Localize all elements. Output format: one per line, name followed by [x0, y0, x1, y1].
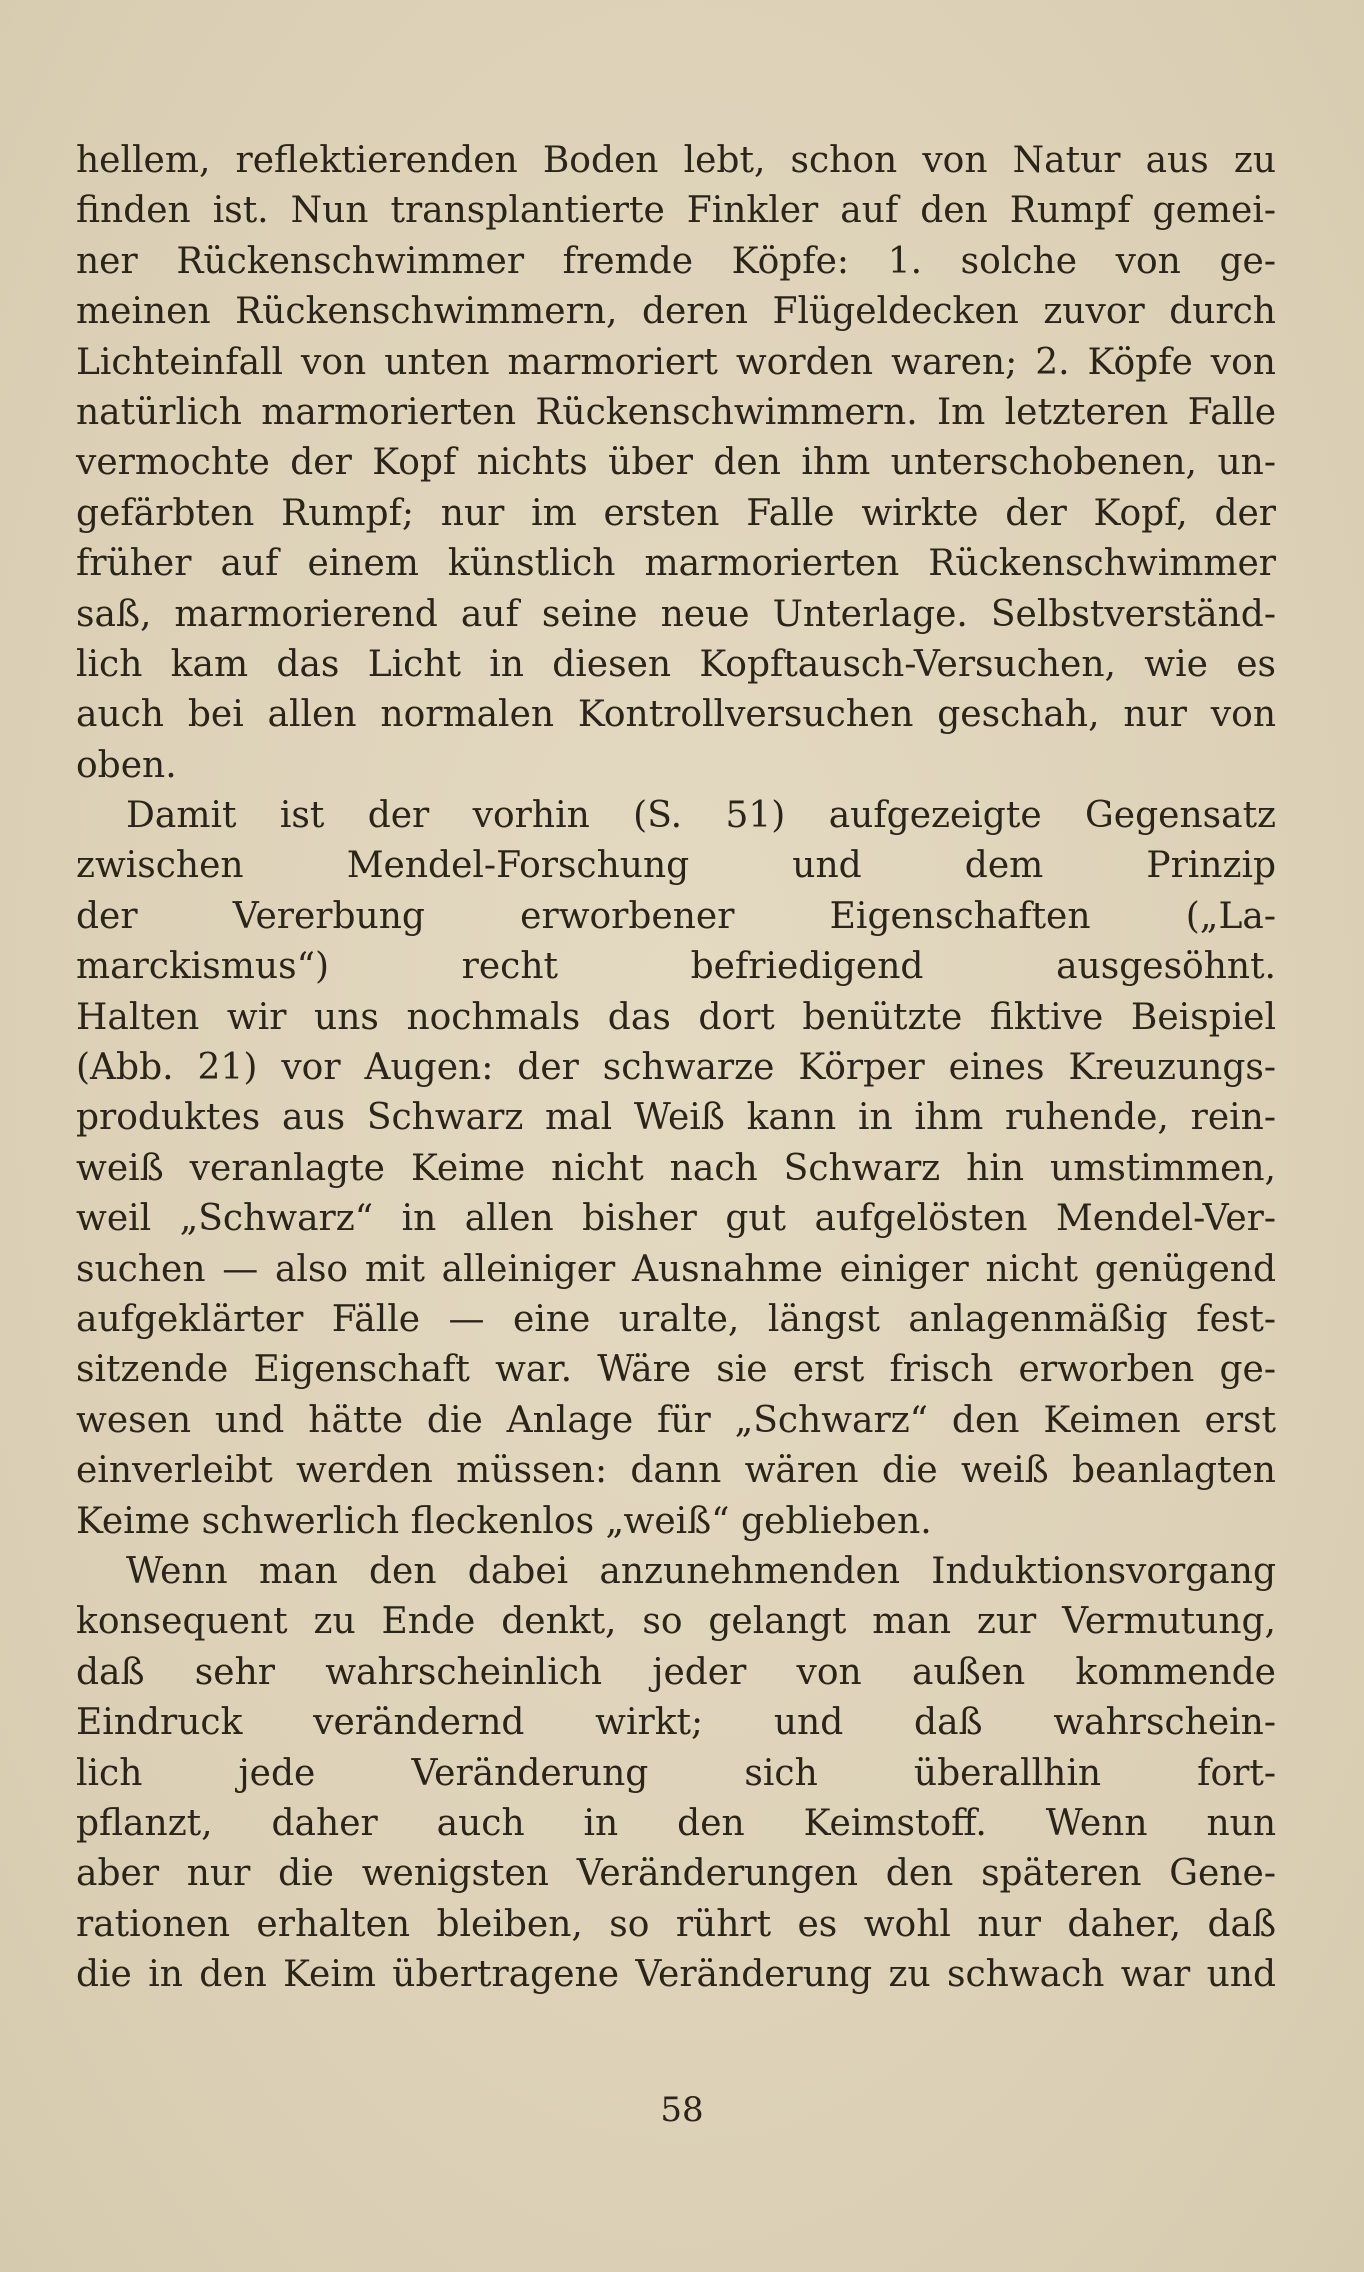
- text-line-content: produktes aus Schwarz mal Weiß kann in ihm ruhende, rein-: [76, 1097, 1276, 1139]
- text-line: [76, 1900, 1276, 1950]
- text-line: [76, 1749, 1276, 1799]
- text-line-content: weil „Schwarz“ in allen bisher gut aufgelösten Mendel-Ver-: [76, 1198, 1276, 1240]
- text-line: [76, 590, 1276, 640]
- text-line-content: die in den Keim übertragene Veränderung zu schwach war und: [76, 1954, 1276, 1996]
- text-line-content: der Vererbung erworbener Eigenschaften („La-: [76, 895, 1276, 937]
- text-line-content: wesen und hätte die Anlage für „Schwarz“ den Keimen erst: [76, 1399, 1276, 1441]
- text-line: [76, 892, 1276, 942]
- text-line: [76, 237, 1276, 287]
- text-line: [76, 1043, 1276, 1093]
- text-line: [76, 841, 1276, 891]
- text-line: [76, 1093, 1276, 1143]
- text-line: [76, 539, 1276, 589]
- text-line: [76, 1698, 1276, 1748]
- text-line: [76, 1799, 1276, 1849]
- text-line-content: rationen erhalten bleiben, so rührt es wohl nur daher, daß: [76, 1903, 1276, 1945]
- text-line: [76, 1547, 1276, 1597]
- text-line: [76, 1446, 1276, 1496]
- text-line: [76, 1345, 1276, 1395]
- text-line-content: aber nur die wenigsten Veränderungen den späteren Gene-: [76, 1853, 1276, 1895]
- text-line-content: Halten wir uns nochmals das dort benützte fiktive Beispiel: [76, 996, 1276, 1038]
- text-line: [76, 791, 1276, 841]
- text-line: [76, 1849, 1276, 1899]
- text-line-content: sitzende Eigenschaft war. Wäre sie erst frisch erworben ge-: [76, 1349, 1276, 1391]
- text-line-content: Lichteinfall von unten marmoriert worden waren; 2. Köpfe von: [76, 341, 1276, 383]
- text-line-content: gefärbten Rumpf; nur im ersten Falle wirkte der Kopf, der: [76, 492, 1276, 534]
- text-line-content: vermochte der Kopf nichts über den ihm unterschobenen, un-: [76, 442, 1276, 484]
- text-line: [76, 1497, 1276, 1547]
- text-line: [76, 438, 1276, 488]
- text-line: [76, 1648, 1276, 1698]
- text-line-content: suchen — also mit alleiniger Ausnahme einiger nicht genügend: [76, 1248, 1276, 1290]
- body-text: [76, 136, 1276, 2000]
- text-line: [76, 741, 1276, 791]
- text-line: [76, 640, 1276, 690]
- text-line-content: früher auf einem künstlich marmorierten Rückenschwimmer: [76, 543, 1276, 585]
- text-line: [76, 993, 1276, 1043]
- text-line-content: daß sehr wahrscheinlich jeder von außen kommende: [76, 1651, 1276, 1693]
- text-line-content: (Abb. 21) vor Augen: der schwarze Körper eines Kreuzungs-: [76, 1047, 1276, 1089]
- text-line-content: zwischen Mendel-Forschung und dem Prinzip: [76, 845, 1276, 887]
- text-line-content: Damit ist der vorhin (S. 51) aufgezeigte Gegensatz: [126, 795, 1276, 837]
- text-line-content: natürlich marmorierten Rückenschwimmern. Im letzteren Falle: [76, 391, 1276, 433]
- text-line-content: oben.: [76, 744, 177, 786]
- text-line: [76, 690, 1276, 740]
- text-line-content: ner Rückenschwimmer fremde Köpfe: 1. solche von ge-: [76, 240, 1276, 282]
- text-line-content: saß, marmorierend auf seine neue Unterlage. Selbstverständ-: [76, 593, 1276, 635]
- text-line: [76, 1396, 1276, 1446]
- text-line: [76, 942, 1276, 992]
- text-line-content: aufgeklärter Fälle — eine uralte, längst anlagenmäßig fest-: [76, 1298, 1276, 1340]
- text-line-content: einverleibt werden müssen: dann wären die weiß beanlagten: [76, 1450, 1276, 1492]
- text-line-content: Wenn man den dabei anzunehmenden Induktionsvorgang: [126, 1550, 1276, 1592]
- text-line: [76, 186, 1276, 236]
- text-line: [76, 338, 1276, 388]
- text-line-content: auch bei allen normalen Kontrollversuchen geschah, nur von: [76, 694, 1276, 736]
- page-number: 58: [660, 2090, 704, 2130]
- text-line: [76, 1245, 1276, 1295]
- text-line-content: Keime schwerlich fleckenlos „weiß“ geblieben.: [76, 1500, 932, 1542]
- text-line-content: meinen Rückenschwimmern, deren Flügeldecken zuvor durch: [76, 291, 1276, 333]
- text-line: [76, 1194, 1276, 1244]
- text-line-content: pflanzt, daher auch in den Keimstoff. Wenn nun: [76, 1802, 1276, 1844]
- text-line: [76, 388, 1276, 438]
- text-line: [76, 1144, 1276, 1194]
- text-line: [76, 1597, 1276, 1647]
- text-line: [76, 489, 1276, 539]
- text-line-content: marckismus“) recht befriedigend ausgesöhnt.: [76, 946, 1276, 988]
- text-line-content: Eindruck verändernd wirkt; und daß wahrschein-: [76, 1702, 1276, 1744]
- text-line-content: lich jede Veränderung sich überallhin fort-: [76, 1752, 1276, 1794]
- text-line-content: konsequent zu Ende denkt, so gelangt man zur Vermutung,: [76, 1601, 1276, 1643]
- text-line: [76, 1295, 1276, 1345]
- text-line-content: hellem, reflektierenden Boden lebt, schon von Natur aus zu: [76, 140, 1276, 181]
- text-line-content: weiß veranlagte Keime nicht nach Schwarz hin umstimmen,: [76, 1147, 1276, 1189]
- text-line-content: lich kam das Licht in diesen Kopftausch-Versuchen, wie es: [76, 643, 1276, 685]
- text-line: [76, 136, 1276, 186]
- text-line-content: finden ist. Nun transplantierte Finkler auf den Rumpf gemei-: [76, 190, 1276, 232]
- text-line: [76, 287, 1276, 337]
- text-line: [76, 1950, 1276, 2000]
